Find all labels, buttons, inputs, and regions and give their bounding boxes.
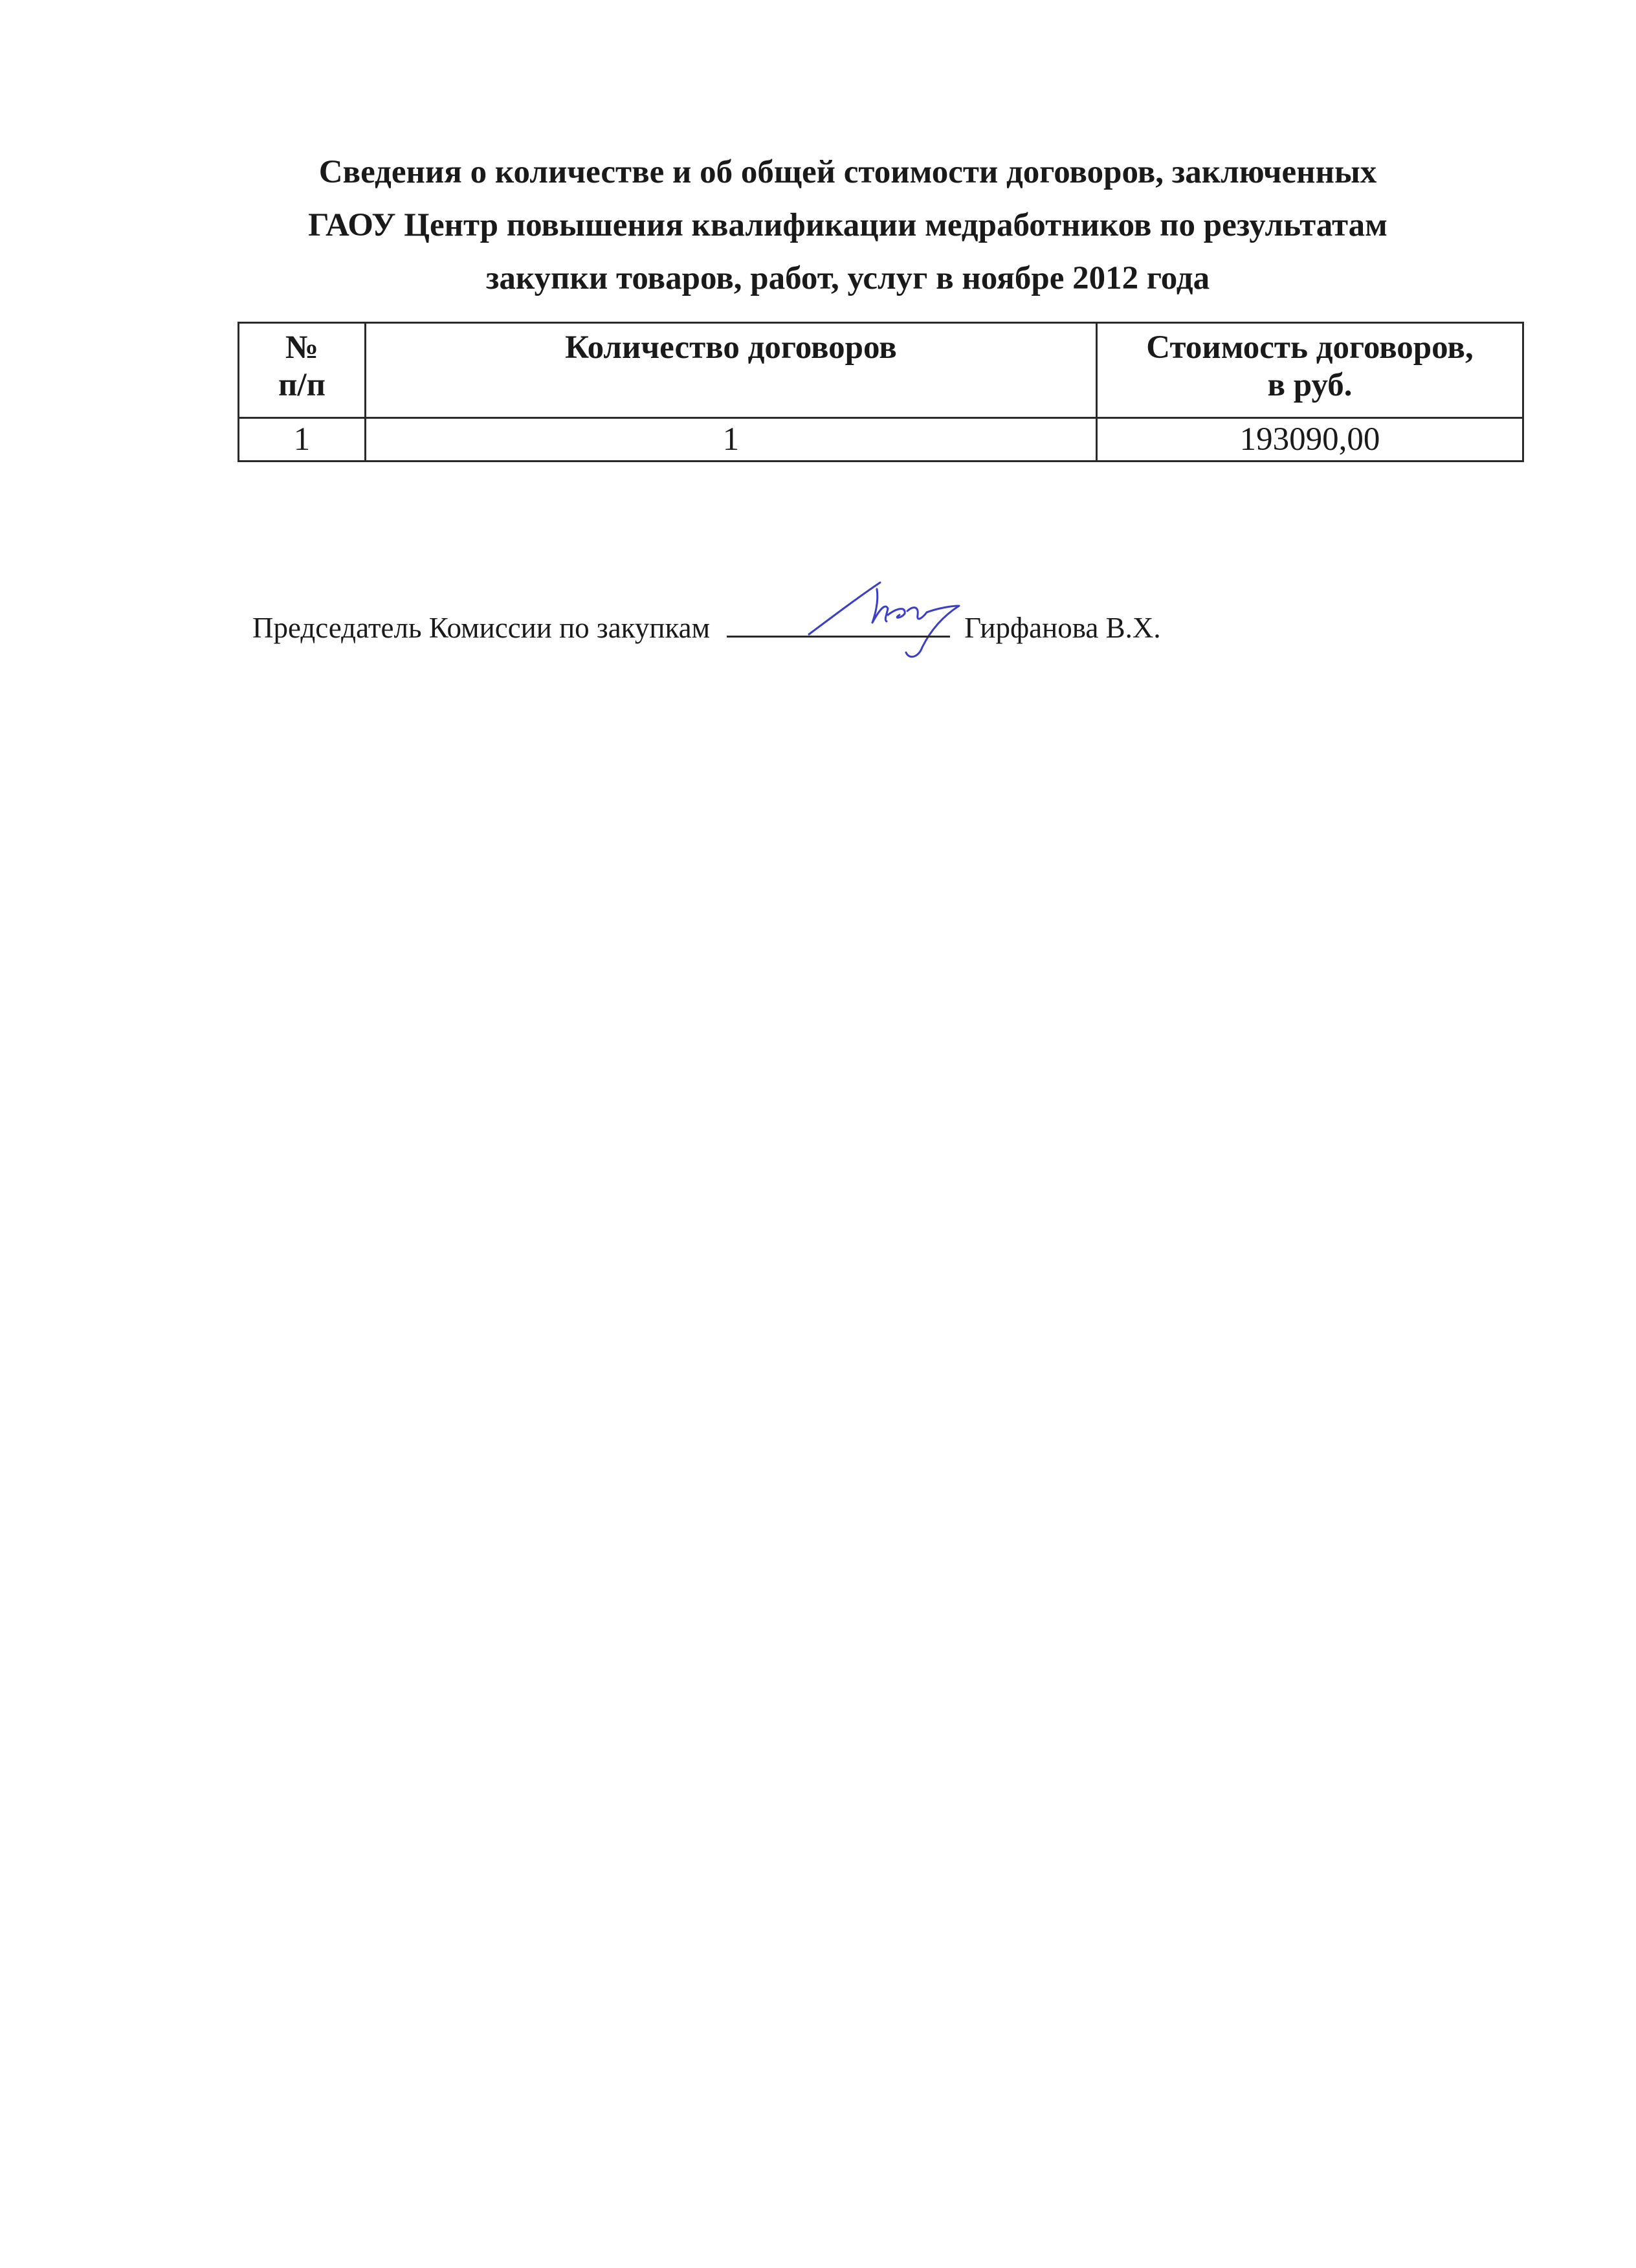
cell-cost: 193090,00 bbox=[1097, 418, 1523, 461]
header-number bbox=[239, 323, 366, 418]
title-line-2: ГАОУ Центр повышения квалификации медработников по результатам bbox=[308, 207, 1387, 243]
cell-count: 1 bbox=[366, 418, 1097, 461]
contracts-table bbox=[238, 322, 1524, 462]
signatory-position: Председатель Комиссии по закупкам bbox=[252, 612, 711, 644]
signature-line bbox=[252, 607, 1161, 647]
title-line-3: закупки товаров, работ, услуг в ноябре 2012 года bbox=[485, 260, 1210, 296]
header-cost bbox=[1097, 323, 1523, 418]
signatory-name: Гирфанова В.Х. bbox=[964, 612, 1161, 644]
document-title bbox=[214, 146, 1482, 305]
signature-blank bbox=[727, 607, 950, 638]
cell-number: 1 bbox=[239, 418, 366, 461]
header-cost-line2: в руб. bbox=[1267, 367, 1353, 403]
header-cost-line1: Стоимость договоров, bbox=[1146, 329, 1474, 366]
header-count: Количество договоров bbox=[366, 323, 1097, 418]
table-row bbox=[239, 418, 1523, 461]
title-line-1: Сведения о количестве и об общей стоимости договоров, заключенных bbox=[318, 154, 1377, 190]
header-number-line1: № bbox=[285, 329, 319, 366]
header-number-line2: п/п bbox=[278, 367, 326, 403]
table-header-row bbox=[239, 323, 1523, 418]
